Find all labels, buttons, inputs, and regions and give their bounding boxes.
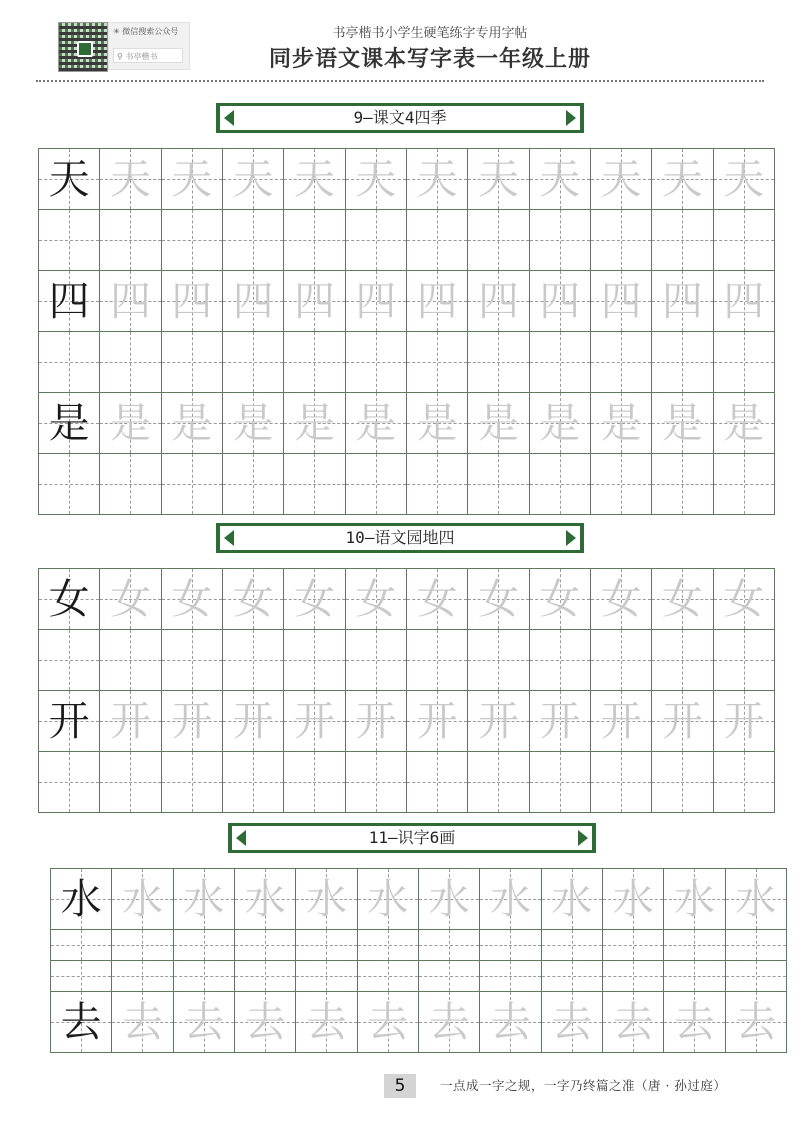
blank-cell[interactable] — [406, 630, 467, 691]
trace-char-cell — [590, 569, 651, 630]
banner-arrow-right-icon — [566, 530, 576, 546]
char-row — [51, 992, 787, 1053]
trace-char-cell — [590, 149, 651, 210]
blank-cell[interactable] — [480, 961, 541, 992]
banner-arrow-left-icon — [236, 830, 246, 846]
trace-char-cell — [418, 992, 479, 1053]
trace-char-cell — [713, 271, 774, 332]
trace-char-cell — [345, 393, 406, 454]
blank-cell[interactable] — [590, 454, 651, 515]
trace-char-cell — [418, 869, 479, 930]
trace-char: 水 — [306, 875, 347, 923]
page-number: 5 — [384, 1074, 416, 1098]
trace-char: 女 — [723, 575, 765, 623]
trace-char: 是 — [600, 399, 642, 447]
trace-char-cell — [345, 569, 406, 630]
trace-char-cell — [357, 869, 418, 930]
practice-grid — [38, 148, 775, 515]
trace-char-cell — [713, 691, 774, 752]
trace-char: 去 — [612, 998, 654, 1046]
blank-cell[interactable] — [590, 752, 651, 813]
blank-cell[interactable] — [100, 210, 161, 271]
trace-char-cell — [100, 271, 161, 332]
blank-cell[interactable] — [406, 210, 467, 271]
trace-char: 是 — [416, 399, 458, 447]
trace-char-cell — [284, 271, 345, 332]
blank-row — [39, 752, 775, 813]
trace-char: 去 — [122, 998, 163, 1046]
blank-cell[interactable] — [345, 630, 406, 691]
trace-char: 去 — [306, 998, 347, 1046]
model-char: 去 — [60, 998, 102, 1046]
trace-char-cell — [664, 869, 725, 930]
blank-cell[interactable] — [161, 454, 222, 515]
page-title: 同步语文课本写字表一年级上册 — [268, 46, 591, 72]
trace-char: 是 — [232, 399, 274, 447]
trace-char-cell — [173, 869, 234, 930]
blank-cell[interactable] — [161, 630, 222, 691]
blank-cell[interactable] — [39, 332, 100, 393]
section-title: 9—课文4四季 — [220, 106, 580, 130]
trace-char: 水 — [183, 875, 225, 923]
trace-char-cell — [602, 869, 663, 930]
trace-char-cell — [161, 569, 222, 630]
trace-char: 开 — [600, 697, 642, 745]
blank-cell[interactable] — [161, 210, 222, 271]
trace-char: 开 — [662, 697, 703, 745]
trace-char: 水 — [551, 875, 593, 923]
trace-char-cell — [406, 691, 467, 752]
trace-char: 四 — [232, 277, 274, 325]
blank-cell[interactable] — [725, 961, 786, 992]
trace-char: 开 — [416, 697, 458, 745]
model-char: 四 — [48, 277, 90, 325]
trace-char: 是 — [723, 399, 765, 447]
blank-cell[interactable] — [664, 961, 725, 992]
trace-char-cell — [590, 393, 651, 454]
blank-cell[interactable] — [296, 930, 357, 961]
trace-char-cell — [296, 992, 357, 1053]
practice-grid — [38, 568, 775, 813]
section-banner — [216, 103, 584, 133]
trace-char: 天 — [478, 155, 519, 203]
blank-row — [39, 630, 775, 691]
trace-char-cell — [161, 691, 222, 752]
blank-cell[interactable] — [222, 630, 283, 691]
char-row — [39, 569, 775, 630]
model-char-cell — [51, 992, 112, 1053]
trace-char: 女 — [294, 575, 335, 623]
blank-cell[interactable] — [345, 332, 406, 393]
trace-char: 水 — [244, 875, 286, 923]
trace-char: 天 — [539, 155, 581, 203]
trace-char: 是 — [478, 399, 519, 447]
blank-cell[interactable] — [284, 332, 345, 393]
trace-char-cell — [468, 271, 529, 332]
blank-cell[interactable] — [161, 332, 222, 393]
trace-char: 去 — [551, 998, 593, 1046]
blank-cell[interactable] — [602, 930, 663, 961]
blank-cell[interactable] — [590, 332, 651, 393]
blank-cell[interactable] — [345, 210, 406, 271]
trace-char: 开 — [539, 697, 581, 745]
blank-cell[interactable] — [222, 454, 283, 515]
trace-char-cell — [100, 691, 161, 752]
blank-cell[interactable] — [529, 210, 590, 271]
blank-cell[interactable] — [713, 454, 774, 515]
practice-grid — [50, 868, 787, 1053]
trace-char: 四 — [110, 277, 151, 325]
blank-row — [39, 332, 775, 393]
trace-char-cell — [284, 149, 345, 210]
blank-cell[interactable] — [222, 332, 283, 393]
wechat-search-box: ⚲ 书亭楷书 — [113, 48, 183, 63]
blank-cell[interactable] — [39, 630, 100, 691]
banner-arrow-left-icon — [224, 110, 234, 126]
trace-char: 开 — [355, 697, 397, 745]
char-row — [39, 393, 775, 454]
blank-cell[interactable] — [418, 930, 479, 961]
trace-char-cell — [480, 992, 541, 1053]
blank-cell[interactable] — [173, 961, 234, 992]
trace-char-cell — [713, 393, 774, 454]
blank-cell[interactable] — [284, 454, 345, 515]
blank-cell[interactable] — [100, 630, 161, 691]
blank-cell[interactable] — [590, 210, 651, 271]
trace-char-cell — [652, 691, 713, 752]
trace-char: 天 — [294, 155, 335, 203]
trace-char-cell — [161, 271, 222, 332]
blank-cell[interactable] — [725, 930, 786, 961]
page-subtitle: 书亭楷书小学生硬笔练字专用字帖 — [332, 26, 528, 41]
trace-char-cell — [468, 149, 529, 210]
header-divider — [36, 80, 764, 82]
trace-char: 水 — [367, 875, 409, 923]
blank-cell[interactable] — [468, 630, 529, 691]
model-char-cell — [39, 691, 100, 752]
blank-cell[interactable] — [529, 630, 590, 691]
trace-char: 开 — [232, 697, 274, 745]
blank-cell[interactable] — [161, 752, 222, 813]
trace-char-cell — [112, 992, 173, 1053]
trace-char-cell — [161, 149, 222, 210]
trace-char-cell — [222, 271, 283, 332]
trace-char-cell — [406, 149, 467, 210]
trace-char-cell — [100, 393, 161, 454]
blank-row — [51, 961, 787, 992]
trace-char-cell — [296, 869, 357, 930]
trace-char-cell — [664, 992, 725, 1053]
blank-cell[interactable] — [713, 210, 774, 271]
trace-char-cell — [713, 149, 774, 210]
blank-cell[interactable] — [713, 630, 774, 691]
blank-cell[interactable] — [39, 454, 100, 515]
trace-char: 天 — [355, 155, 397, 203]
trace-char: 水 — [490, 875, 531, 923]
trace-char: 天 — [232, 155, 274, 203]
trace-char: 去 — [735, 998, 777, 1046]
blank-cell[interactable] — [602, 961, 663, 992]
blank-cell[interactable] — [296, 961, 357, 992]
trace-char-cell — [234, 992, 295, 1053]
trace-char: 开 — [294, 697, 335, 745]
trace-char-cell — [284, 393, 345, 454]
trace-char: 天 — [723, 155, 765, 203]
trace-char-cell — [541, 992, 602, 1053]
blank-cell[interactable] — [529, 454, 590, 515]
trace-char: 四 — [723, 277, 765, 325]
trace-char-cell — [345, 149, 406, 210]
blank-cell[interactable] — [357, 930, 418, 961]
char-row — [39, 271, 775, 332]
blank-cell[interactable] — [406, 454, 467, 515]
trace-char: 四 — [478, 277, 519, 325]
blank-cell[interactable] — [234, 961, 295, 992]
banner-arrow-right-icon — [578, 830, 588, 846]
trace-char: 天 — [416, 155, 458, 203]
blank-cell[interactable] — [406, 332, 467, 393]
trace-char: 四 — [294, 277, 335, 325]
trace-char-cell — [529, 691, 590, 752]
model-char-cell — [51, 869, 112, 930]
trace-char-cell — [590, 271, 651, 332]
trace-char: 开 — [723, 697, 765, 745]
blank-cell[interactable] — [51, 961, 112, 992]
trace-char-cell — [222, 569, 283, 630]
trace-char-cell — [112, 869, 173, 930]
trace-char: 水 — [428, 875, 470, 923]
blank-cell[interactable] — [529, 332, 590, 393]
trace-char-cell — [406, 271, 467, 332]
trace-char: 是 — [539, 399, 581, 447]
model-char: 是 — [48, 399, 90, 447]
blank-cell[interactable] — [541, 961, 602, 992]
model-char: 水 — [60, 875, 102, 923]
trace-char: 女 — [171, 575, 213, 623]
trace-char: 四 — [416, 277, 458, 325]
blank-cell[interactable] — [51, 930, 112, 961]
blank-cell[interactable] — [418, 961, 479, 992]
section-title: 11—识字6画 — [232, 826, 592, 850]
trace-char-cell — [529, 569, 590, 630]
trace-char: 天 — [600, 155, 642, 203]
trace-char-cell — [100, 569, 161, 630]
trace-char: 四 — [539, 277, 581, 325]
trace-char: 女 — [232, 575, 274, 623]
banner-arrow-left-icon — [224, 530, 234, 546]
trace-char-cell — [406, 569, 467, 630]
trace-char: 去 — [367, 998, 409, 1046]
blank-cell[interactable] — [652, 210, 713, 271]
trace-char: 水 — [612, 875, 654, 923]
trace-char-cell — [345, 691, 406, 752]
char-row — [39, 691, 775, 752]
trace-char: 是 — [355, 399, 397, 447]
trace-char-cell — [222, 393, 283, 454]
trace-char-cell — [725, 869, 786, 930]
trace-char-cell — [529, 271, 590, 332]
model-char-cell — [39, 569, 100, 630]
trace-char-cell — [345, 271, 406, 332]
trace-char: 去 — [244, 998, 286, 1046]
trace-char: 开 — [110, 697, 151, 745]
blank-cell[interactable] — [529, 752, 590, 813]
blank-cell[interactable] — [664, 930, 725, 961]
trace-char-cell — [468, 393, 529, 454]
model-char: 天 — [48, 155, 90, 203]
wechat-label: ✳ 微信搜索公众号 — [113, 27, 179, 36]
trace-char: 水 — [735, 875, 777, 923]
trace-char-cell — [357, 992, 418, 1053]
blank-cell[interactable] — [468, 454, 529, 515]
blank-cell[interactable] — [100, 454, 161, 515]
blank-row — [39, 454, 775, 515]
trace-char: 水 — [674, 875, 715, 923]
char-row — [51, 869, 787, 930]
trace-char: 开 — [171, 697, 213, 745]
blank-cell[interactable] — [39, 210, 100, 271]
model-char-cell — [39, 149, 100, 210]
blank-cell[interactable] — [713, 752, 774, 813]
trace-char-cell — [602, 992, 663, 1053]
blank-cell[interactable] — [112, 930, 173, 961]
model-char: 开 — [48, 697, 90, 745]
trace-char: 去 — [183, 998, 225, 1046]
trace-char: 天 — [662, 155, 703, 203]
blank-cell[interactable] — [100, 332, 161, 393]
blank-cell[interactable] — [39, 752, 100, 813]
blank-cell[interactable] — [480, 930, 541, 961]
blank-cell[interactable] — [345, 752, 406, 813]
blank-cell[interactable] — [652, 454, 713, 515]
section-banner — [228, 823, 596, 853]
blank-cell[interactable] — [222, 752, 283, 813]
trace-char-cell — [652, 271, 713, 332]
blank-cell[interactable] — [112, 961, 173, 992]
model-char: 女 — [48, 575, 90, 623]
trace-char: 去 — [428, 998, 470, 1046]
trace-char-cell — [222, 149, 283, 210]
trace-char: 女 — [600, 575, 642, 623]
blank-row — [51, 930, 787, 961]
char-row — [39, 149, 775, 210]
blank-cell[interactable] — [100, 752, 161, 813]
trace-char: 四 — [600, 277, 642, 325]
trace-char-cell — [234, 869, 295, 930]
trace-char-cell — [222, 691, 283, 752]
blank-cell[interactable] — [590, 630, 651, 691]
trace-char-cell — [284, 569, 345, 630]
blank-cell[interactable] — [541, 930, 602, 961]
trace-char-cell — [529, 393, 590, 454]
trace-char-cell — [529, 149, 590, 210]
trace-char-cell — [713, 569, 774, 630]
trace-char: 女 — [662, 575, 703, 623]
blank-cell[interactable] — [284, 210, 345, 271]
trace-char: 四 — [355, 277, 397, 325]
trace-char-cell — [284, 691, 345, 752]
trace-char-cell — [652, 149, 713, 210]
blank-cell[interactable] — [284, 630, 345, 691]
blank-cell[interactable] — [713, 332, 774, 393]
trace-char: 天 — [110, 155, 151, 203]
blank-row — [39, 210, 775, 271]
trace-char: 四 — [171, 277, 213, 325]
blank-cell[interactable] — [652, 752, 713, 813]
trace-char-cell — [590, 691, 651, 752]
trace-char: 四 — [662, 277, 703, 325]
blank-cell[interactable] — [284, 752, 345, 813]
trace-char-cell — [541, 869, 602, 930]
trace-char: 天 — [171, 155, 213, 203]
trace-char-cell — [100, 149, 161, 210]
trace-char: 女 — [110, 575, 151, 623]
trace-char-cell — [652, 393, 713, 454]
blank-cell[interactable] — [173, 930, 234, 961]
model-char-cell — [39, 271, 100, 332]
trace-char: 是 — [662, 399, 703, 447]
trace-char: 女 — [355, 575, 397, 623]
trace-char-cell — [161, 393, 222, 454]
trace-char: 去 — [490, 998, 531, 1046]
banner-arrow-right-icon — [566, 110, 576, 126]
trace-char-cell — [173, 992, 234, 1053]
trace-char-cell — [468, 569, 529, 630]
trace-char-cell — [480, 869, 541, 930]
trace-char: 女 — [539, 575, 581, 623]
trace-char: 女 — [416, 575, 458, 623]
section-title: 10—语文园地四 — [220, 526, 580, 550]
model-char-cell — [39, 393, 100, 454]
trace-char: 去 — [674, 998, 715, 1046]
trace-char-cell — [725, 992, 786, 1053]
trace-char: 女 — [478, 575, 519, 623]
section-banner — [216, 523, 584, 553]
blank-cell[interactable] — [468, 752, 529, 813]
blank-cell[interactable] — [652, 630, 713, 691]
trace-char-cell — [468, 691, 529, 752]
blank-cell[interactable] — [234, 930, 295, 961]
trace-char: 开 — [478, 697, 519, 745]
blank-cell[interactable] — [468, 332, 529, 393]
trace-char-cell — [652, 569, 713, 630]
trace-char: 水 — [122, 875, 163, 923]
trace-char: 是 — [294, 399, 335, 447]
blank-cell[interactable] — [345, 454, 406, 515]
blank-cell[interactable] — [652, 332, 713, 393]
blank-cell[interactable] — [468, 210, 529, 271]
blank-cell[interactable] — [406, 752, 467, 813]
trace-char: 是 — [171, 399, 213, 447]
footer-quote: 一点成一字之规，一字乃终篇之准（唐 · 孙过庭） — [440, 1078, 727, 1093]
trace-char: 是 — [110, 399, 151, 447]
blank-cell[interactable] — [357, 961, 418, 992]
blank-cell[interactable] — [222, 210, 283, 271]
trace-char-cell — [406, 393, 467, 454]
